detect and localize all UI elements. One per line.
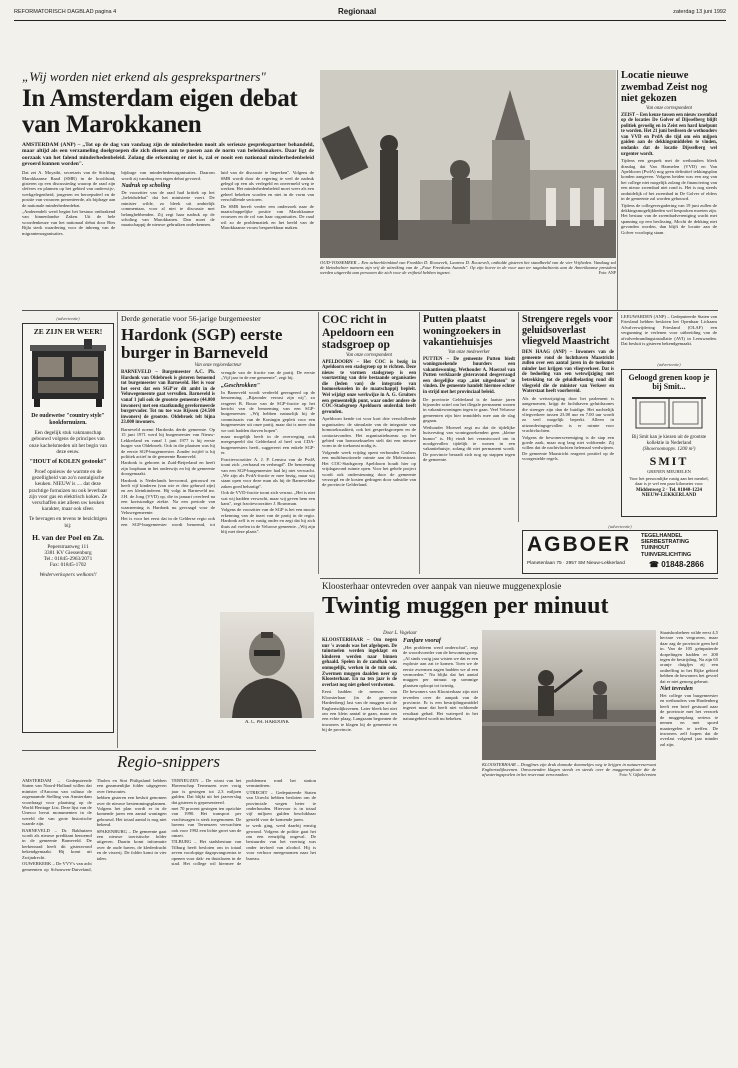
- hardonk-body-5: In Barneveld wordt verdeeld gereageerd op de benoeming. „Bijzonder verrast zijn wij", zo reageert B. Bouw van de SGP-fractie op het bericht van de benoeming van een SGP-burgemeester. „Wij hebben natuurlijk bij de commissaris van de Koningin gepleit voor een burgemeester uit onze partij, maar dat is meer dan we ooit hadden durven hopen".: [221, 389, 315, 433]
- ad-address-2: 3381 KV Giessenburg: [44, 549, 92, 556]
- lead-intro: AMSTERDAM (ANP) – „Tot op de dag van vandaag zijn de minderheden nooit als serieuze gesprekspartner behandeld, maar altijd als een verzameling doelgroepen die zich dienen aan te passen aan de norm van beleidsmakers. Daar ligt de oorzaak van het falend minderhedenbeleid. Zolang die erkenning er niet is, zal er nooit een nationaal minderhedenbeleid gevoerd kunnen worden".: [22, 142, 314, 167]
- muggen-photo-credit: Foto: V. Gijbels/vesten: [619, 772, 656, 778]
- zwembad-body: Tijdens een gesprek met de wethouders bleek dinsdag dat Van Harmelen (VVD) en Van Apeldoorn (PvdA) nog geen definitief tekkingsplan konden aangeven. Volgens beiden was een zeg van het college niet mogelijk zolang de financiering van een nieuw zwembad niet rond is. Het is nog steeds onduidelijk of het zwembad in De Golver of elders in de gemeente zal worden gebouwd.: [621, 158, 717, 202]
- muggen-headline: Twintig muggen per minuut: [322, 593, 609, 619]
- ad-agboer-tag-3: TUINHOUT: [641, 545, 670, 552]
- regio-col2: hebben gisteren een besluit genomen over de nieuwe bestemmingsplannen. Volgens het plan wordt er in de komende jaren een aantal woningen gebouwd. Het totaal aantal is nog niet bekend.: [96, 795, 167, 828]
- ad-smit-note: Voor het persoonlijke rustig aan het meubel, daar is je wel een paar kilometer voor: [629, 476, 709, 487]
- ad-note: Wederverkopers welkom!!: [39, 571, 97, 578]
- ad-agboer-phone: [649, 560, 704, 569]
- leeuwarden-brief: [621, 314, 717, 360]
- cabinet-icon: [626, 394, 712, 432]
- lead-subhead: Nadruk op scholing: [121, 183, 171, 189]
- muggen-byline: Door L. Vogelaar: [383, 631, 417, 636]
- regio-col3: met 70 procent gestegen ten opzichte van 1990. Het transport per vrachtwagen is sterk toegenomen. De havens van Terneuzen verwachten ook voor 1992 een lichte groei van de omzet.: [171, 806, 242, 839]
- strenger-body-2: Volgens de bewonersvereniging is de stap een goede zaak, maar nog lang niet voldoende. Zij willen dat de nachtvluchten helemaal verdwijnen. De gemeente Maastricht reageert positief op de voorgestelde regels.: [522, 434, 614, 462]
- hardonk-intro: BARNEVELD – Burgemeester A.C. Ph. Hardonk van Oldebroek is gisteren benoemd tot burgemeester van Barneveld. Het is voor het eerst dat een SGP'er dit ambt in de Veluwegemeente gaat vervullen. Barneveld is vanaf 1 juli ook de grootste gemeente (44.000 inwoners) met een staatkundig gereformeerde burgervader. Tot nu toe was Rijssen (24.500 inwoners) de grootste. Oldebroek telt bijna 23.000 inwoners.: [121, 370, 215, 426]
- hardonk-body-8: Ook de VVD-fractie toont zich verrast. „Het is niet wat wij hadden verwacht, maar wij geven hem een kans", zegt fractievoorzitter J. Bouwman.: [221, 490, 315, 506]
- regio-ouwerkerk: OUWERKERK – De VVV's van acht gemeenten op Schouwen-Duiveland, Tholen en Sint Philipsland hebben een gezamenlijke folder uitgegeven over fietsroutes.: [22, 778, 167, 872]
- zwembad-byline: Van onze correspondent: [646, 105, 692, 111]
- regio-amsterdam: AMSTERDAM – Gedeputeerde Staten van Noord-Holland willen dat minister d'Ancona van cultuur de zogenaamde Stelling van Amsterdam voordraagt voor plaatsing op de World Heritage List. Deze lijst van de Unesco bevat monumenten in de wereld die van grote historische waarde zijn.: [22, 778, 92, 827]
- hardonk-body-6: maar mogelijk heeft in de overweging ook meegespeeld dat Gelderland al heel wat CDA-burgemeesters heeft, suggereert een enkele SGP-er.: [221, 434, 315, 456]
- phone-icon: ☎: [649, 560, 659, 569]
- muggen-body-5: Het college van burgemeester en wethouders van Hardenberg heeft een brief gestuurd naar de provincie met het verzoek de muggenplaag serieus te nemen en met spoed maatregelen te treffen. De inwoners zelf hopen dat de overlast volgend jaar minder zal zijn.: [660, 693, 718, 747]
- portrait-silhouette-icon: [220, 612, 314, 718]
- page-date: zaterdag 13 juni 1992: [673, 9, 726, 15]
- stove-icon: [26, 339, 110, 409]
- hardonk-portrait: [220, 612, 314, 718]
- field-workers-illustration: [482, 630, 656, 760]
- muggen-body-3: De bewoners van Kloosterhaar zijn niet tevreden over de aanpak van de provincie. Er is een bestrijdingsmiddel ingezet maar dat heeft niet voldoende resultaat gehad. Het waterpeil in het natuurgebied wordt nu bekeken.: [403, 689, 478, 722]
- ad-agboer-address: Planetenlaan 75 · 2957 SM Nieuw-Lekkerland: [527, 561, 625, 566]
- hardonk-subhead: „Geschrokken": [221, 382, 260, 389]
- muggen-photo: [482, 630, 656, 760]
- ad-address-1: Peperstraatweg 111: [47, 543, 89, 550]
- lead-body-1: Dat zei A. Moyaibi, secretaris van de Stichting Marokkaanse Raad (SMR) in de hoofdstad, gisteren op een discussiedag waarop de raad zijn sleferes en plannen op het gebied van onderwijs-, werkgelegenheid, jongeren en beroepsdeel en de positie van vrouwen presenteerde, als bijdrage aan de nationale minderhedendebat.: [22, 170, 116, 208]
- lead-body-4: De voorzitter van de raad had kritiek op het „beleidsdebat" dat het ministerie voert. De minister wilde, zo bleek uit ambtelijk commentaar, voor al niet te discussie met belanghebbenden. Zij zegt haar nadruk op de scholing van Marokkanen. Dan moet de maatschappij de nieuwe gebruiken onderkennen.: [121, 190, 215, 228]
- lead-body-3: bijdrage van minderhedenorganisaties. Daarom wordt zij vandaag een eigen debat gevoerd.: [121, 170, 215, 181]
- ad-body-1: De oudewetse "country style" kookfornuizen.: [31, 413, 105, 426]
- regio-tilburg: TILBURG – Het stadsbestuur van Tilburg heeft besloten om in totaal zeven voorlopige dagopvangcentra te openen voor dak- en thuislozen in de stad. Het college wil hiermee de problemen rond het station verminderen.: [171, 778, 316, 867]
- putten-byline: Van onze medewerker: [448, 349, 490, 355]
- lead-body-5: luid van de discussie te beperken". Volgens de SMR wordt door de regering te veel de nadruk gelegd op een als verlegeld en onvermeld weg te werken. Het minderhedenbeleid moet weer als een geheel bekeken worden en niet in de vorm van verschillende sectoren.: [220, 170, 314, 203]
- ad-smit: [621, 362, 717, 522]
- ad-body-4: Te bevragen en tevens te bezichtigen bij:: [28, 516, 107, 529]
- muggen-body-left: [322, 630, 478, 846]
- strenger-article: [522, 314, 614, 520]
- coc-article: [322, 314, 416, 572]
- lead-kicker: „Wij worden niet erkend als gesprekspartners": [22, 70, 266, 84]
- muggen-body-right: [660, 630, 718, 1044]
- ad-smit-title: Geloogd grenen koop je bij Smit...: [628, 373, 710, 391]
- ad-agboer-frame: [522, 530, 718, 574]
- ad-agboer-tag-1: TEGELHANDEL: [641, 533, 683, 539]
- ad-smit-town: NIEUW-LEKKERLAND: [641, 493, 697, 499]
- hardonk-headline: Hardonk (SGP) eerste burger in Barneveld: [121, 325, 283, 362]
- hardonk-kicker: Derde generatie voor 56-jarige burgemeester: [121, 314, 261, 323]
- ad-smit-label: (advertentie): [657, 362, 681, 367]
- ad-label: (advertentie): [56, 316, 80, 321]
- muggen-kicker: Kloosterhaar ontevreden over aanpak van nieuwe muggenexplosie: [322, 581, 562, 591]
- zwembad-body-2: Tijdens de collegevergadering van 19 juni zullen de dekkingsmogelijkheden wel besproken moeten zijn. Het bestuur van de zwembadvereniging wacht met spanning op een beslissing. Mocht de dekking niet gevonden worden, dan blijft de locatie aan de Golver voorlopig staan.: [621, 202, 717, 235]
- main-photo-credit: Foto: ANP: [598, 270, 616, 276]
- coc-headline: COC richt in Apeldoorn een stadsgroep op: [322, 314, 394, 351]
- regio-spakenburg: SPAKENBURG – De gemeente gaat een nieuwe toeristische folder uitgeven. Daarin komt informatie over de oude haven, de klederdracht en de visserij. De folder komt in vier talen.: [96, 828, 167, 861]
- page-header: [14, 6, 726, 21]
- ad-smit-frame: [621, 369, 717, 517]
- regio-snippers-banner: [22, 752, 316, 776]
- lead-body-2: „Anderendelt werd begint het bestuur ontbrakend van binnenlandse Zaken. Uit de hele woordenkeuze van het nationaal debat door Bies Bijla sterk waardering voor de inbreng van de migrantenorganisaties.: [22, 209, 116, 236]
- regio-barneveld: BARNEVELD – Dr. Bakhuizen wordt als nieuwe predikant benoemd in de gemeente Barneveld. De kerkenraad heeft dit gisteravond bekendgemaakt. Hij komt uit Zwijndrecht.: [22, 827, 92, 860]
- muggen-columns: [322, 638, 478, 843]
- muggen-photo-caption: [482, 762, 656, 790]
- coc-body-2: Volgende week vrijdag opent verbonden Grubers een multifunctionele ruimte aan de Molenstraat. Het COC-Stadsgroep Apeldoorn houdt hier op vrijdagavond ruimte open. Voor het gehele project wordt ook ondersteuning door de gemeente verzorgd en de kosten gedragen door subsidie van de provincie Gelderland.: [322, 449, 416, 488]
- muggen-body-1: Eerst hadden de mensen van Kloosterhaar (in de gemeente Hardenberg) last van de muggen uit de Engbertsdijksvenen. Later bleek het niet om een klein aantal te gaan, maar om een echte plaag. Langzaam begonnen de inwoners te klagen bij de gemeente en bij de provincie.: [322, 689, 397, 733]
- hardonk-body-7: Fractievoorzitter A. J. P. Lenstra van de PvdA toont zich „verbaasd en verheugd". De benoeming van een SGP-burgemeester had hij niet verwacht. „We zijn als PvdA-fractie er mee bezig, maar wij staan open voor deze man als hij de Barneveldse zaken goed behartigt".: [221, 456, 315, 489]
- leeuwarden-text: LEEUWARDEN (ANP) – Gedeputeerde Staten van Friesland hebben besloten het Openbaar Lichaam Afvalverwijdering Friesland (OLAF) een vergunning te verlenen voor uitbreiding van de afvalverbrandingsinstallatie (AVI) in Leeuwarden. Dat besluit is gisteren bekendgemaakt.: [621, 314, 717, 347]
- regio-utrecht: UTRECHT – Gedeputeerde Staten van Utrecht hebben besloten om de provinciale wegen beter te onderhouden. Hiervoor is in totaal vijf miljoen gulden beschikbaar gesteld voor de komende jaren.: [246, 789, 316, 822]
- ad-smit-brand: SMIT: [649, 454, 689, 468]
- regio-title: Regio-snippers: [117, 752, 220, 771]
- lead-body: [22, 170, 314, 242]
- ad-frame: [22, 323, 114, 733]
- putten-intro: PUTTEN – De gemeente Putten biedt woningzoekende huurders een vakantiewoning. Wethouder A. Moerzel van Putten verklaarde gisteravond desgevraagd een dergelijke stap „niet uitgesloten" te vinden. De gemeente handelt hiermee echter in strijd met het provinciaal beleid.: [423, 356, 515, 396]
- ad-smit-body: Bij Smit kan je kiezen uit de grootste kollektie in Nederland: [631, 435, 707, 446]
- muggen-intro: KLOOSTERHAAR – Om negen uur 's avonds was het afgelopen. De tuinstoelen werden ingeklapt en kinderen werden naar binnen gehaald. Spelen in de zandbak was onmogelijk, werken in de tuin ook. Zwermen muggen daalden neer op Kloosterhaar. En na ten jaar is de overlast nog niet geheel verdwenen.: [322, 638, 397, 688]
- ad-body-3: Proef opnieuw de warmte en de gezelligheid van zo'n nostalgische keuken. NIEUW is .... dat deze prachtige fornuizen nu ook leverbaar zijn voor gas en elektrisch koken. Ze verschaffen niet alleen uw keuken karakter, maar ook sfeer.: [28, 469, 108, 513]
- ad-body-2: Een degelijk stuk vakmanschap gebouwd volgens de principes van onze kachelsmeden uit het begin van deze eeuw.: [28, 430, 108, 455]
- zwembad-article: [621, 70, 717, 308]
- coc-intro: APELDOORN – Het COC is bezig in Apeldoorn een stadsgroep op te richten. Deze nieuw te vormen stadsgroep is een voortzetting van drie bestaande organisaties die (leden van) de integratie van homoseksuelen in de maatschappij bepleit. Wel wijzigt onze werkwijze in A. G. Gruiters een gemeentelijk punt, waar onder andere de COC-Stadsgroep Apeldoorn onderdak heeft gevonden.: [322, 359, 416, 415]
- ad-fax: Fax: 01845-1702: [49, 561, 87, 568]
- hardonk-photo-caption: A. C. PH. HARDONK: [245, 720, 289, 725]
- putten-article: [423, 314, 515, 572]
- muggen-subhead-2: Niet tevreden: [660, 686, 693, 693]
- ad-agboer-phone-number: 01848-2866: [661, 560, 704, 569]
- ad-sub: "HOUT of KOLEN gestookt": [29, 459, 107, 465]
- ad-agboer-label: (advertentie): [608, 524, 632, 529]
- strenger-body-1: Als de wetswijziging door het parlement is aangenomen, krijgt de luchthaven geluidszones die strenger zijn dan de huidige. Het nachtelijk vliegverkeer tussen 23.00 uur en 7.00 uur wordt zo veel mogelijk beperkt. Alleen in uitzonderingsgevallen is er ruimte voor vrachtvluchten.: [522, 395, 614, 434]
- ad-agboer-tags: [641, 533, 717, 558]
- zwembad-headline: Locatie nieuwe zwembad Zeist nog niet gekozen: [621, 70, 708, 104]
- regio-snippers-columns: [22, 778, 316, 1048]
- paper-name: REFORMATORISCH DAGBLAD pagina 4: [14, 9, 117, 15]
- ad-firm: H. van der Poel en Zn.: [32, 532, 104, 542]
- regio-col4: te werk ging, werd daarbij ernstig gewond. Volgens de politie gaat het om een eenzijdig ongeval. De bestuurder van het voertuig was onder invloed van alcohol. Hij is voor verhoor meegenomen naar het bureau.: [246, 823, 316, 861]
- hardonk-body-9: Volgens de voorzitter van de SGP is het een mooie erkenning van de inzet van de partij in de regio. Hardonk zelf is er rustig onder en zegt dat hij zich thuis zal voelen in de Veluwse gemeente. „Wij zijn blij met deze plaats".: [221, 507, 315, 534]
- hardonk-body-1: Barneveld noemt Hardonks derde gemeente. Op 15 juni 1971 werd hij burgemeester van Nieuw-Lekkerland en vanaf 1 juni 1977 is hij eerste burger van Oldebroek. Ook in die plaatsen was hij de eerste SGP-burgemeester. Zonder twijfel is hij politiek actief in de gemeente Barneveld.: [121, 426, 215, 459]
- regio-terneuzen: TERNEUZEN – De winst van het Havenschap Terneuzen over vorig jaar is gestegen tot 2,3 miljoen gulden. Dat blijkt uit het jaarverslag dat gisteren is gepresenteerd.: [171, 778, 242, 805]
- muggen-photo-caption-text: KLOOSTERHAAR – Dragfines zijn druk donnuke dommekjes weg te krijgen in natuurreservaat Engbertsdijksvenen. Omwonenden klagen steeds en steeds over de muggenexplosie die de afwateringspoelen in het reservaat veroorzaken.: [482, 762, 656, 778]
- lead-body-6: De SMR bereft verder een onderzoek naar de maatschappelijke positie van Marokkaanse vrouwen en de rol van haar organisaties. De raad wil zo de problematiek en het beeld van de Marokkaanse vrouw bespreekbaar maken.: [220, 203, 314, 231]
- ad-smit-sub: (Showroomoppv. 1200 m²): [642, 447, 696, 452]
- main-photo-caption: [320, 260, 616, 286]
- coc-byline: Van onze correspondent: [346, 352, 392, 358]
- putten-body-2: Wethouder Moerzel zegt nu dat de tijdelijke huisvesting van woningzoekenden geen „kleine humor" is. Hij vindt het verantwoord om in noodgevallen tijdelijk te wonen in een vakantiehuisje, zolang dit niet permanent wordt. De provincie beraadt zich nog op stappen tegen de gemeente.: [423, 424, 515, 463]
- hardonk-body-2: Hardonk is geboren in Zuid-Beijerland en heeft zijn loopbaan in het onderwijs en bij de gemeente doorgemaakt.: [121, 460, 215, 477]
- ad-van-der-poel: [22, 316, 114, 746]
- ad-title: ZE ZIJN ER WEER!: [33, 327, 103, 336]
- ad-smit-brand-sub: GRENEN MEUBELEN: [647, 469, 691, 474]
- muggen-body-2: „Het probleem werd onderschat", zegt de woordvoerder van de bewonersgroep. „Al sinds vorig jaar wisten we dat er een explosie aan zat te komen. Toen we de eerste zwermen zagen hadden we al een vermoeden." Nu blijkt dat het aantal muggen per minuut op sommige plaatsen oploopt tot twintig.: [403, 645, 478, 688]
- lead-headline: In Amsterdam eigen debat van Marokkanen: [22, 85, 298, 138]
- lead-article: [22, 70, 314, 308]
- strenger-headline: Strengere regels voor geluidsoverlast vliegveld Maastricht: [522, 314, 613, 347]
- muggen-body-4: Staatsbosbeheer wilde eerst 4,5 hectare ven vergraven, maar daar zag de provincie geen heil in. Van de 105 geïnpatterde dorpelingen hadden er 200 tegen de bestrijding. Na zijn 65 oranje duigfjes zij een ontheffing in het Rijke gebied hebben de bewoners het gevoel dat er niet genoeg gebeurt.: [660, 630, 718, 684]
- hardonk-body-3: Hardonk is Nederlands hervormd, getrouwd en heeft vijf kinderen (van wie er drie gehuwd zijn) en zes kleinkinderen. Hij volgt in Barneveld mr. J.H. de Jong (VVD) op, die in januari overleed na een kortstondige ziekte. Na een periode van waarneming is Hardonk nu gevraagd voor de Veluwegemeente.: [121, 477, 215, 516]
- zwembad-intro: ZEIST – Een keuze tussen een nieuw zwembad op de locaties De Golver of Dijsselberg blijft politiek gevoelig en in Zeist een hard knelpunt te worden. Het 21 juni beslissen de wethouders van VVD en PvdA die tijd om eén mijpen gaiden aan de dekkingsmiddelen te vinden, ondanks dat de locatie Dijsselberg wel urgenter wordt.: [621, 112, 717, 157]
- ad-agboer-tag-2: SIERBESTRATING: [641, 539, 690, 546]
- ad-tel: Tel.: 01845-2963/2071: [43, 555, 93, 562]
- ad-agboer-tag-4: TUINVERLICHTING: [641, 551, 692, 558]
- statue-unveiling-photo: [320, 70, 616, 258]
- ad-agboer: [522, 524, 718, 576]
- hardonk-byline: Van onze regioredacteur: [194, 363, 242, 368]
- ad-agboer-logo: AGBOER: [527, 533, 632, 556]
- ad-smit-address: Middenweg 2 · Tel. 01840-1224: [636, 488, 702, 494]
- church-statue-illustration: [320, 70, 616, 258]
- putten-headline: Putten plaatst woningzoekers in vakantiehuisjes: [423, 314, 501, 348]
- putten-body-1: De provincie Gelderland is de laatste jaren bijzonder actief om het illegale permanent wonen in vakantiewoningen tegen te gaan. Veel Veluwse gemeenten zijn hier inmiddels mee aan de slag gegaan.: [423, 396, 515, 424]
- section-name: Regionaal: [338, 7, 377, 16]
- strenger-intro: DEN HAAG (ANP) – Inwoners van de gemeente rond de luchthaven Maastricht zullen over een aantal jaren in de toekomst minder last krijgen van vliegverkeer. Dat is de bedoeling van een wetswijziging met betrekking tot de geluidbelasting rond dit vliegveld die de minister van Verkeer en Waterstaat heeft voorbereid.: [522, 350, 614, 395]
- muggen-subhead-1: Fanfare vooraf: [403, 638, 441, 644]
- main-photo-caption-text: OUD-VOSSEMEER – Een achterkleinkind van Franklin D. Roosevelt, Laurens D. Roosevelt, onthulde gisteren het standbeeld van de vier Vrijheden. Vandaag zal de kleindochter namens zijn vrij de uitreiking van de „Four Freedoms Awards". Op zijn hoeve in de voor aan ter nagedachtenis aan de Amerikaanse president werden uitgereikt aan personen die zich voor de vrijheid hebben ingezet.: [320, 260, 616, 276]
- hardonk-body-4: Het is voor het eerst dat in de Gelderse regio ook een SGP-burgemeester wordt benoemd, tot vreugde van de fractie van de partij. De eerste „Vijf jaar in de ene gemeente", zegt hij.: [121, 370, 315, 527]
- coc-body-1: Apeldoorn kende tot voor kort drie verschillende organisaties: de stimulatie van de integratie van homoseksualiteit, ook het gespreksgroepen en de contactavonden. Het organisatiebureau op het gebied van homoseksuelen stelt dat een nieuwe vorm in de toekomst nodig is.: [322, 416, 416, 449]
